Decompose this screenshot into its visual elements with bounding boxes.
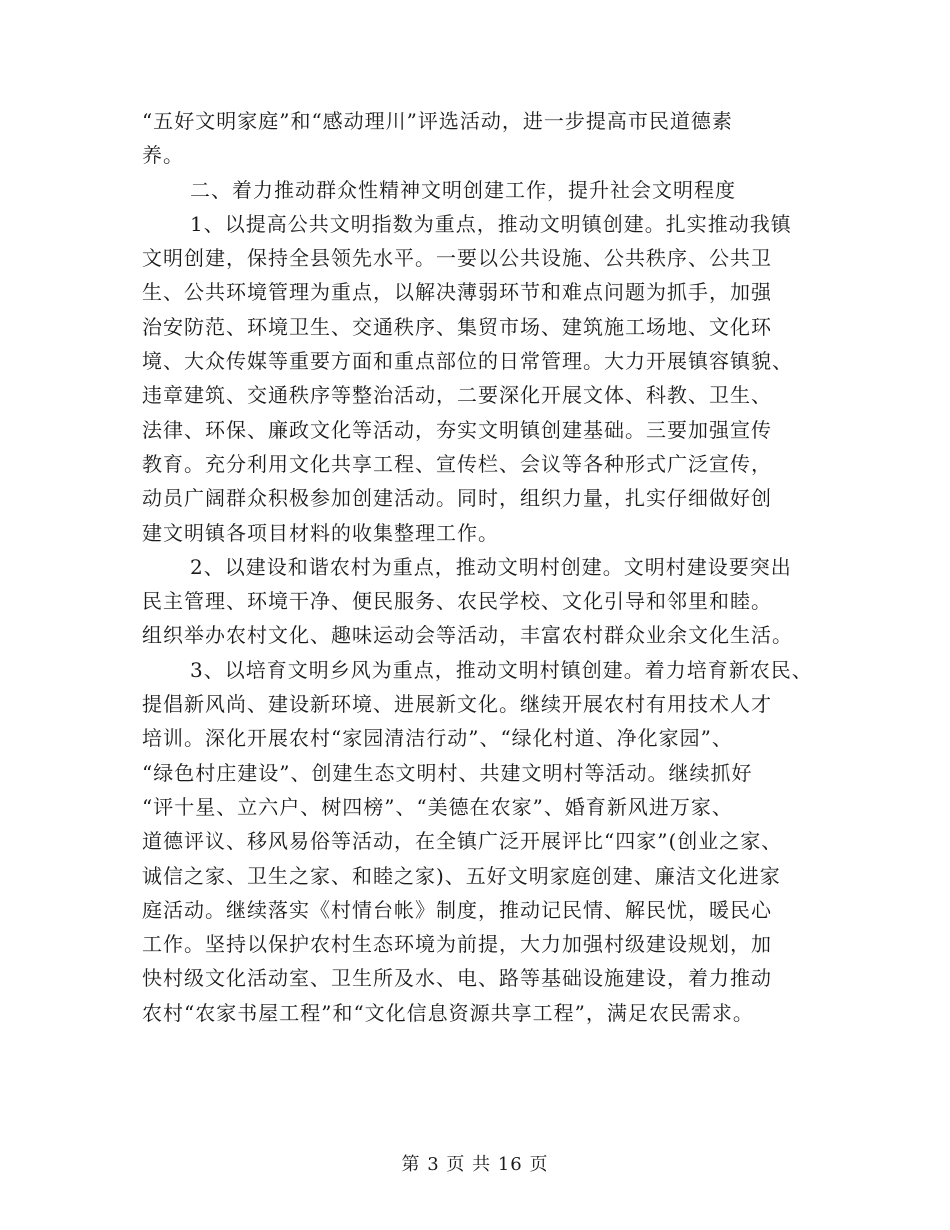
text-line: 二、着力推动群众性精神文明创建工作，提升社会文明程度	[190, 177, 736, 202]
document-body	[142, 104, 822, 1030]
text-line: 教育。充分利用文化共享工程、宣传栏、会议等各种形式广泛宣传，	[142, 451, 772, 476]
text-line: 违章建筑、交通秩序等整治活动，二要深化开展文体、科教、卫生、	[142, 383, 772, 408]
text-line: 诚信之家、卫生之家、和睦之家)、五好文明家庭创建、廉洁文化进家	[142, 863, 781, 888]
text-line: “评十星、立六户、树四榜”、“美德在农家”、婚育新风进万家、	[142, 794, 733, 819]
text-line: 快村级文化活动室、卫生所及水、电、路等基础设施建设，着力推动	[142, 966, 772, 991]
text-line: 民主管理、环境干净、便民服务、农民学校、文化引导和邻里和睦。	[142, 589, 772, 614]
text-line: “绿色村庄建设”、创建生态文明村、共建文明村等活动。继续抓好	[142, 760, 753, 785]
text-line: “五好文明家庭”和“感动理川”评选活动，进一步提高市民道德素	[142, 109, 733, 133]
text-line: 农村“农家书屋工程”和“文化信息资源共享工程”，满足农民需求。	[142, 1000, 754, 1025]
text-line: 2、以建设和谐农村为重点，推动文明村创建。文明村建设要突出	[190, 554, 792, 579]
text-line: 1、以提高公共文明指数为重点，推动文明镇创建。扎实推动我镇	[190, 211, 792, 236]
text-line: 境、大众传媒等重要方面和重点部位的日常管理。大力开展镇容镇貌、	[142, 349, 793, 374]
text-line: 建文明镇各项目材料的收集整理工作。	[142, 520, 499, 545]
text-line: 工作。坚持以保护农村生态环境为前提，大力加强村级建设规划，加	[142, 932, 772, 957]
text-line: 培训。深化开展农村“家园清洁行动”、“绿化村道、净化家园”、	[142, 726, 733, 751]
text-line: 养。	[142, 143, 184, 168]
text-line: 组织举办农村文化、趣味运动会等活动，丰富农村群众业余文化生活。	[142, 623, 793, 648]
text-line: 法律、环保、廉政文化等活动，夯实文明镇创建基础。三要加强宣传	[142, 417, 772, 442]
text-line: 治安防范、环境卫生、交通秩序、集贸市场、建筑施工场地、文化环	[142, 314, 772, 339]
text-line: 庭活动。继续落实《村情台帐》制度，推动记民情、解民忧，暖民心	[142, 897, 772, 922]
text-line: 生、公共环境管理为重点，以解决薄弱环节和难点问题为抓手，加强	[142, 280, 772, 305]
text-line: 文明创建，保持全县领先水平。一要以公共设施、公共秩序、公共卫	[142, 246, 772, 271]
text-line: 3、以培育文明乡风为重点，推动文明村镇创建。着力培育新农民、	[190, 657, 813, 682]
page-footer: 第 3 页 共 16 页	[401, 1154, 549, 1175]
text-line: 提倡新风尚、建设新环境、进展新文化。继续开展农村有用技术人才	[142, 692, 772, 717]
text-line: 动员广阔群众积极参加创建活动。同时，组织力量，扎实仔细做好创	[142, 486, 772, 511]
text-line: 道德评议、移风易俗等活动，在全镇广泛开展评比“四家”(创业之家、	[142, 829, 783, 854]
